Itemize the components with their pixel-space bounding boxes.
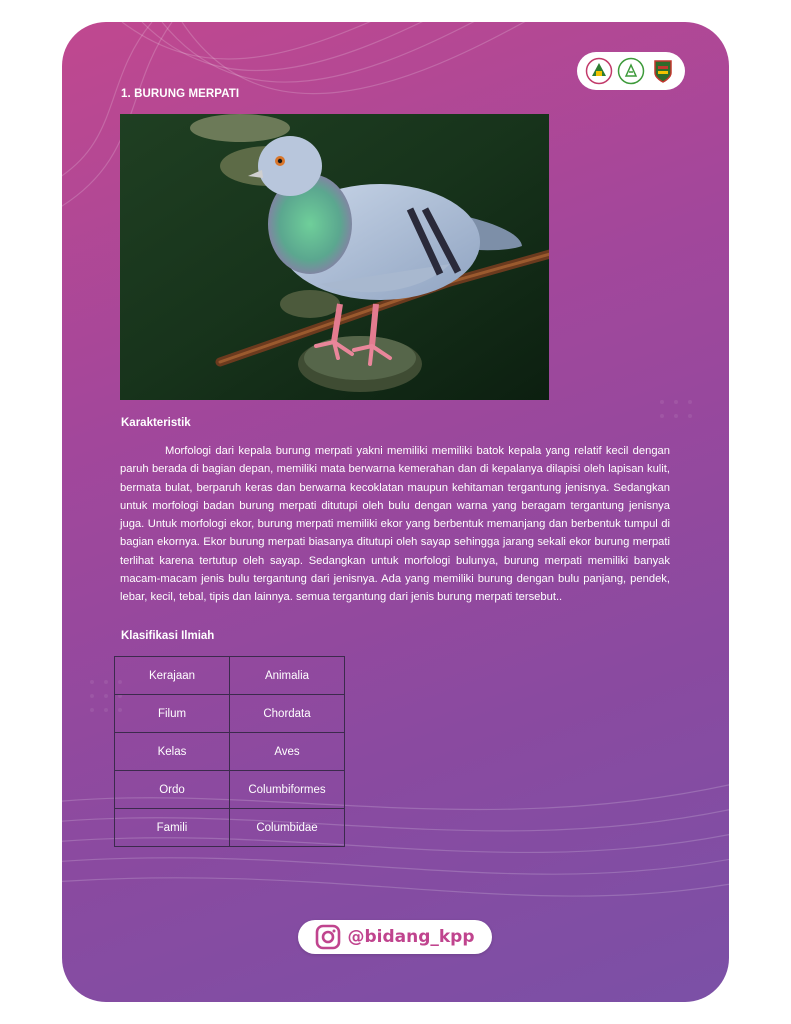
instagram-handle-badge[interactable] (298, 920, 492, 954)
university-logo-icon (585, 57, 613, 85)
rank-cell: Famili (115, 809, 230, 847)
shield-emblem-icon (649, 57, 677, 85)
section-title: 1. BURUNG MERPATI (121, 88, 240, 100)
rank-cell: Kerajaan (115, 657, 230, 695)
instagram-handle: @bidang_kpp (347, 927, 475, 947)
table-row (115, 657, 345, 695)
instagram-icon (315, 924, 341, 950)
pigeon-photo (120, 114, 549, 400)
value-cell: Aves (230, 733, 345, 771)
table-row (115, 809, 345, 847)
value-cell: Columbidae (230, 809, 345, 847)
value-cell: Animalia (230, 657, 345, 695)
rank-cell: Ordo (115, 771, 230, 809)
value-cell: Columbiformes (230, 771, 345, 809)
characteristics-heading: Karakteristik (121, 417, 191, 429)
page-card (62, 22, 729, 1002)
rank-cell: Filum (115, 695, 230, 733)
green-emblem-icon (617, 57, 645, 85)
characteristics-paragraph: Morfologi dari kepala burung merpati yakni memiliki memiliki batok kepala yang relatif kecil dengan paruh berada di bagian depan, memiliki mata berwarna kemerahan dan di kepalanya dilapisi oleh lapisan kulit, bermata bulat, berparuh keras dan berwarna kecoklatan maupun kehitaman tergantung jenisnya. Sedangkan untuk morfologi badan burung merpati ditutupi oleh bulu dengan warna yang beragam tergantung jenisnya juga. Untuk morfologi ekor, burung merpati memiliki ekor yang berbentuk memanjang dan berbentuk tumpul di bagian ekornya. Ekor burung merpati biasanya ditutupi oleh sayap sehingga jarang sekali ekor burung merpati terlihat karena tertutup oleh sayap. Sedangkan untuk morfologi bulunya, burung merpati memiliki banyak macam-macam jenis bulu tergantung dari jenisnya. Ada yang memiliki burung dengan bulu panjang, pendek, lebar, kecil, tebal, tipis dan lainnya. semua tergantung dari jenis burung merpati tersebut.. (120, 445, 670, 604)
value-cell: Chordata (230, 695, 345, 733)
classification-heading: Klasifikasi Ilmiah (121, 630, 215, 642)
rank-cell: Kelas (115, 733, 230, 771)
table-row (115, 733, 345, 771)
classification-table (114, 656, 345, 847)
table-row (115, 771, 345, 809)
table-row (115, 695, 345, 733)
partner-logos (577, 52, 685, 90)
